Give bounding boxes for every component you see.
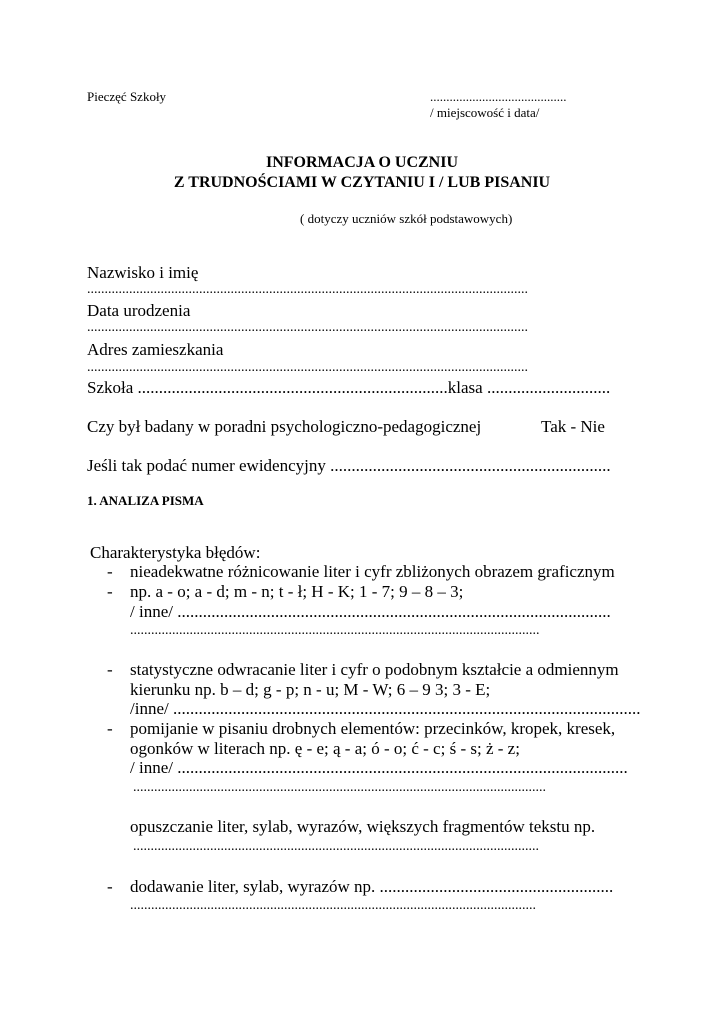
birth-date-dots[interactable]: .............................................................................................................................. <box>87 320 528 335</box>
title-line-1: INFORMACJA O UCZNIU <box>266 154 458 171</box>
registry-number-line[interactable]: Jeśli tak podać numer ewidencyjny .................................................................. <box>87 456 611 475</box>
address-dots[interactable]: .............................................................................................................................. <box>87 360 528 375</box>
bullet-dash: - <box>107 877 113 896</box>
item-4-line-2[interactable]: .................................................................................................................... <box>133 839 539 854</box>
place-date-dots: .......................................... <box>430 89 567 104</box>
address-label: Adres zamieszkania <box>87 340 224 359</box>
clinic-options[interactable]: Tak - Nie <box>541 417 605 436</box>
school-stamp-label: Pieczęć Szkoły <box>87 89 167 104</box>
bullet-dash: - <box>107 562 113 581</box>
school-class-line[interactable]: Szkoła .........................................................................klasa ............................. <box>87 378 611 397</box>
item-1-line-4[interactable]: ..................................................................................................................... <box>130 623 540 638</box>
birth-date-label: Data urodzenia <box>87 301 191 320</box>
item-4-line-1: opuszczanie liter, sylab, wyrazów, większych fragmentów tekstu np. <box>130 817 596 836</box>
errors-label: Charakterystyka błędów: <box>90 543 261 562</box>
item-3-line-1: pomijanie w pisaniu drobnych elementów: przecinków, kropek, kresek, <box>130 719 616 738</box>
item-5-line-2[interactable]: .................................................................................................................... <box>130 898 536 913</box>
item-2-line-2: kierunku np. b – d; g - p; n - u; M - W; 6 – 9 3; 3 - E; <box>130 680 491 699</box>
bullet-dash: - <box>107 582 113 601</box>
item-1-line-3[interactable]: / inne/ ...................................................................................................... <box>130 602 611 621</box>
name-label: Nazwisko i imię <box>87 263 199 282</box>
item-3-line-2: ogonków w literach np. ę - e; ą - a; ó - o; ć - c; ś - s; ż - z; <box>130 739 520 758</box>
bullet-dash: - <box>107 660 113 679</box>
section-1-heading: 1. ANALIZA PISMA <box>87 493 204 508</box>
title-line-2: Z TRUDNOŚCIAMI W CZYTANIU I / LUB PISANIU <box>173 174 551 191</box>
place-date-label: / miejscowość i data/ <box>430 105 540 120</box>
bullet-dash: - <box>107 719 113 738</box>
item-1-line-2: np. a - o; a - d; m - n; t - ł; H - K; 1 - 7; 9 – 8 – 3; <box>130 582 464 601</box>
name-dots[interactable]: .............................................................................................................................. <box>87 282 528 297</box>
item-3-line-4[interactable]: ...................................................................................................................... <box>133 780 546 795</box>
item-5-line-1[interactable]: dodawanie liter, sylab, wyrazów np. ....................................................... <box>130 877 614 896</box>
item-2-line-1: statystyczne odwracanie liter i cyfr o podobnym kształcie a odmiennym <box>130 660 619 679</box>
item-2-line-3[interactable]: /inne/ .............................................................................................................. <box>130 699 641 718</box>
subtitle: ( dotyczy uczniów szkół podstawowych) <box>300 211 513 226</box>
item-1-line-1: nieadekwatne różnicowanie liter i cyfr zbliżonych obrazem graficznym <box>130 562 615 581</box>
clinic-question: Czy był badany w poradni psychologiczno-pedagogicznej <box>87 417 482 436</box>
item-3-line-3[interactable]: / inne/ .......................................................................................................... <box>130 758 628 777</box>
